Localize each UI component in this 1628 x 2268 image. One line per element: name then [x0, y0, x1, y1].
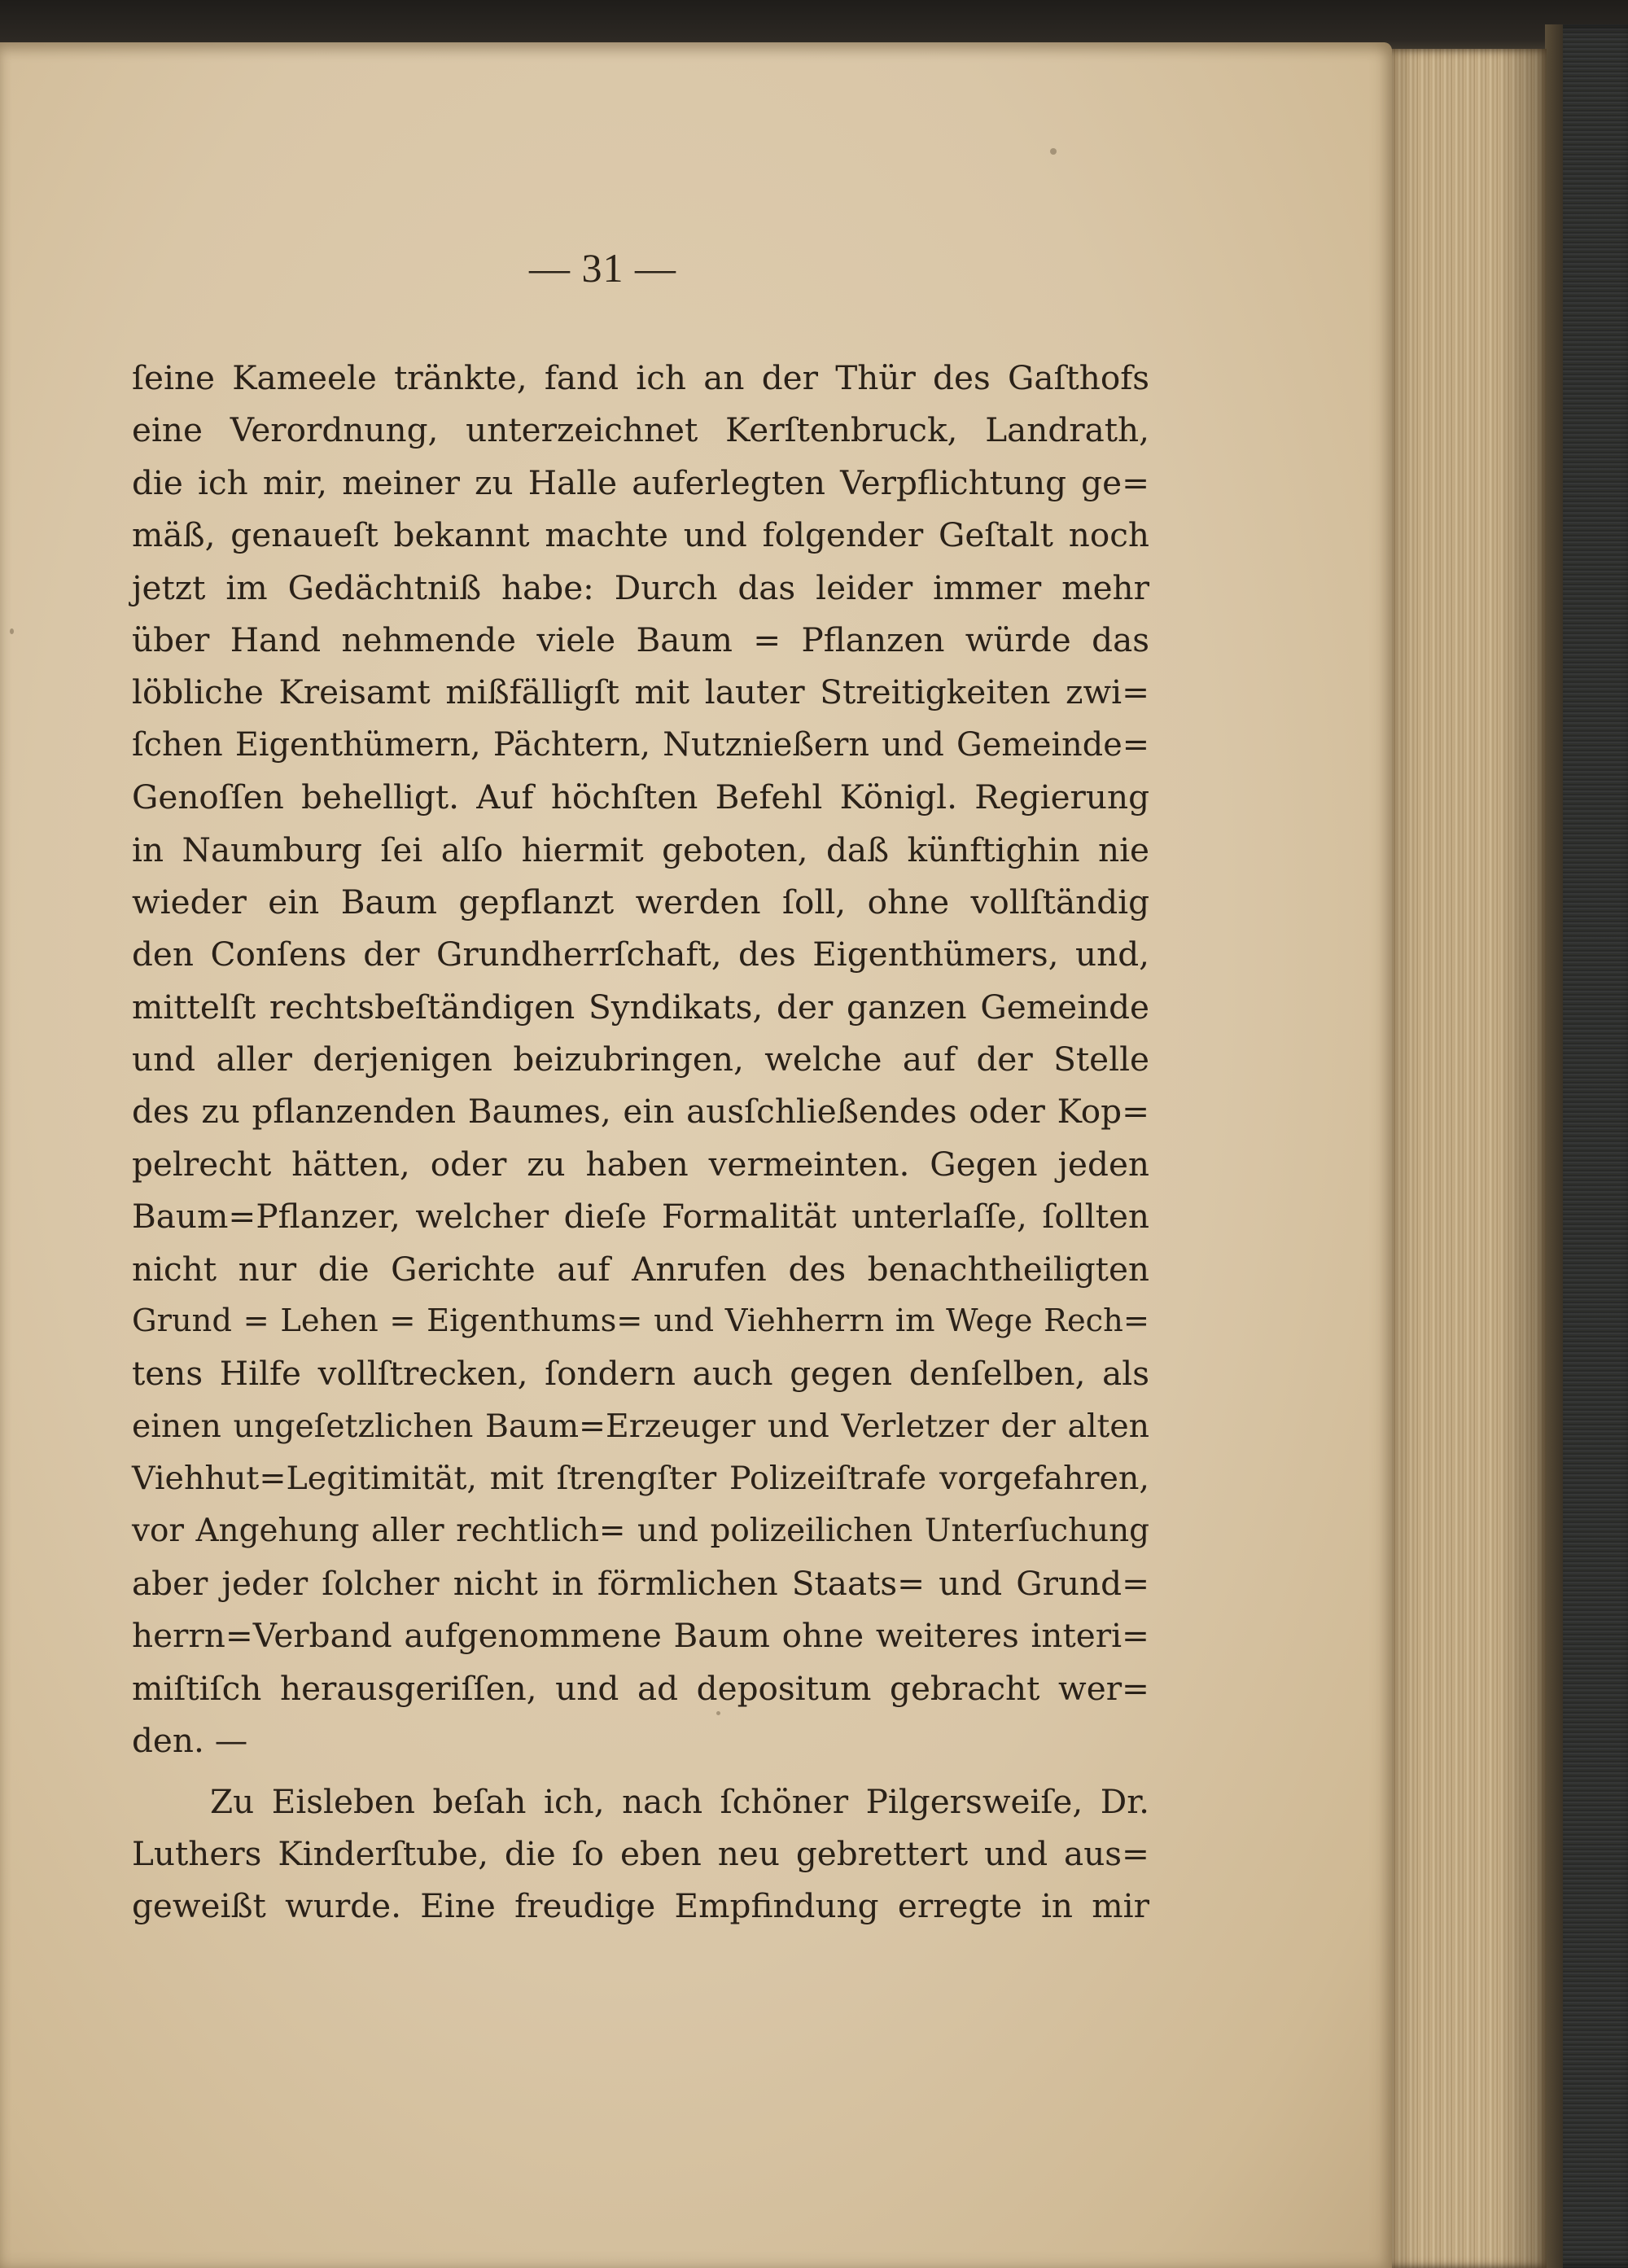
text-line: vor Angehung aller rechtlich= und polizeilichen Unterſuchung: [132, 1512, 1149, 1549]
text-line: Luthers Kinderſtube, die ſo eben neu gebrettert und aus=: [132, 1833, 1149, 1873]
paragraph-2: [132, 1775, 1149, 1933]
text-line: herrn=Verband aufgenommene Baum ohne weiteres interi=: [132, 1616, 1149, 1656]
page-edges-stack: [1384, 49, 1547, 2268]
page-number: — 31 —: [529, 245, 676, 291]
text-line: den. —: [132, 1721, 248, 1761]
body-text: [132, 352, 1149, 1933]
text-line: Grund = Lehen = Eigenthums= und Viehherrn im Wege Rech=: [132, 1303, 1149, 1340]
text-line: jetzt im Gedächtniß habe: Durch das leider immer mehr: [132, 567, 1149, 607]
text-line: des zu pflanzenden Baumes, ein ausſchließendes oder Kop=: [132, 1092, 1149, 1132]
text-line: den Conſens der Grundherrſchaft, des Eigenthümers, und,: [132, 935, 1149, 974]
text-line: tens Hilfe vollſtrecken, ſondern auch gegen denſelben, als: [132, 1354, 1149, 1394]
text-line: mäß, genaueſt bekannt machte und folgender Geſtalt noch: [132, 515, 1149, 555]
paragraph-1: [132, 352, 1149, 1767]
text-line: geweißt wurde. Eine freudige Empfindung erregte in mir: [132, 1886, 1149, 1926]
text-line: die ich mir, meiner zu Halle auferlegten Verpflichtung ge=: [132, 462, 1149, 502]
paper-speck: [1050, 148, 1057, 155]
text-line: mittelſt rechtsbeſtändigen Syndikats, der ganzen Gemeinde: [132, 987, 1149, 1027]
book-cover-edge: [1545, 24, 1628, 2268]
text-line: einen ungeſetzlichen Baum=Erzeuger und Verletzer der alten: [132, 1407, 1149, 1445]
text-line: ſeine Kameele tränkte, fand ich an der Thür des Gaſthofs: [132, 358, 1149, 397]
text-line: Viehhut=Legitimität, mit ſtrengſter Polizeiſtrafe vorgefahren,: [132, 1460, 1149, 1498]
text-line: nicht nur die Gerichte auf Anrufen des benachtheiligten: [132, 1249, 1149, 1289]
text-line: eine Verordnung, unterzeichnet Kerſtenbruck, Landrath,: [132, 410, 1149, 450]
text-line: miſtiſch herausgeriſſen, und ad depositum gebracht wer=: [132, 1668, 1149, 1708]
text-line: löbliche Kreisamt mißfälligſt mit lauter Streitigkeiten zwi=: [132, 672, 1149, 712]
text-line: Zu Eisleben beſah ich, nach ſchöner Pilgersweiſe, Dr.: [210, 1781, 1149, 1821]
text-line: in Naumburg ſei alſo hiermit geboten, daß künftighin nie: [132, 830, 1149, 869]
text-line: über Hand nehmende viele Baum = Pflanzen würde das: [132, 620, 1149, 659]
text-line: pelrecht hätten, oder zu haben vermeinten. Gegen jeden: [132, 1144, 1149, 1184]
paper-speck: [10, 628, 14, 634]
text-line: wieder ein Baum gepflanzt werden ſoll, ohne vollſtändig: [132, 882, 1149, 922]
text-line: ſchen Eigenthümern, Pächtern, Nutznießern und Gemeinde=: [132, 725, 1149, 764]
text-line: Genoſſen behelligt. Auf höchſten Befehl Königl. Regierung: [132, 777, 1149, 817]
text-line: Baum=Pflanzer, welcher dieſe Formalität unterlaſſe, ſollten: [132, 1197, 1149, 1237]
paragraph-gap: [132, 1767, 1149, 1775]
text-line: aber jeder ſolcher nicht in förmlichen Staats= und Grund=: [132, 1563, 1149, 1603]
text-line: und aller derjenigen beizubringen, welche auf der Stelle: [132, 1040, 1149, 1079]
